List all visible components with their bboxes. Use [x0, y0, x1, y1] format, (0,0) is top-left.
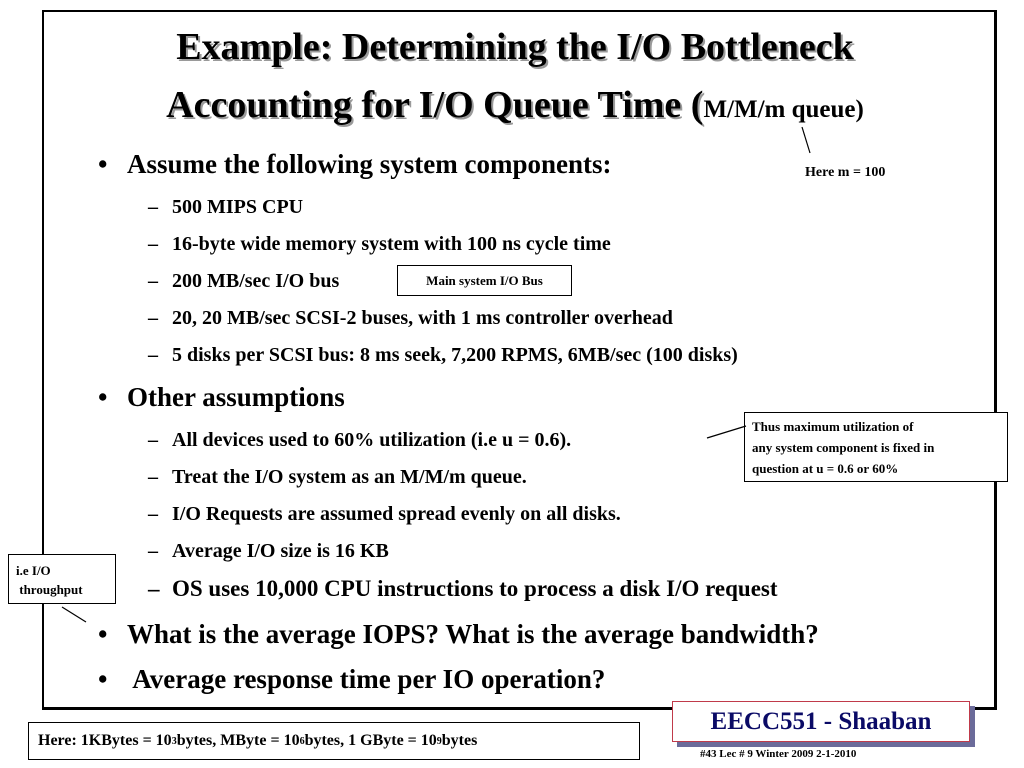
dash: – — [148, 270, 158, 292]
sub-item-text: 16-byte wide memory system with 100 ns cycle time — [172, 233, 611, 255]
connector-throughput — [62, 607, 86, 622]
connector-here-m — [802, 127, 810, 153]
bullet-marker: • — [98, 382, 108, 412]
units-definition-box — [28, 722, 640, 760]
sub-item-text: All devices used to 60% utilization (i.e u = 0.6). — [172, 429, 572, 451]
dash: – — [148, 540, 158, 562]
slide-title-line-1: Example: Determining the I/O Bottleneck — [176, 26, 854, 68]
dash: – — [148, 233, 158, 255]
dash: – — [148, 503, 158, 525]
units-text: Here: 1KBytes = 10 — [38, 732, 172, 749]
title-main: Accounting for I/O Queue Time ( — [166, 84, 704, 126]
callout-line: Thus maximum utilization of — [752, 419, 914, 434]
dash: – — [148, 576, 160, 601]
bullet-text: What is the average IOPS? What is the average bandwidth? — [127, 619, 819, 649]
dash: – — [148, 429, 158, 451]
sub-item-text: Treat the I/O system as an M/M/m queue. — [172, 466, 527, 488]
dash: – — [148, 307, 158, 329]
bullet-marker: • — [98, 664, 108, 694]
units-text: bytes, 1 GByte = 10 — [304, 732, 437, 749]
sub-item-text: 200 MB/sec I/O bus — [172, 270, 340, 292]
units-text: bytes, MByte = 10 — [176, 732, 300, 749]
sub-item-text: I/O Requests are assumed spread evenly on all disks. — [172, 503, 621, 525]
callout-line: question at u = 0.6 or 60% — [752, 461, 899, 476]
callout-line: any system component is fixed in — [752, 440, 935, 455]
title-queue-type: M/M/m queue) — [703, 96, 864, 123]
slide-footer: #43 Lec # 9 Winter 2009 2-1-2010 — [700, 748, 857, 760]
sub-item-text: 500 MIPS CPU — [172, 196, 304, 218]
course-label: EECC551 - Shaaban — [672, 701, 970, 742]
bullet-marker: • — [98, 619, 108, 649]
sub-item-text: 20, 20 MB/sec SCSI-2 buses, with 1 ms controller overhead — [172, 307, 673, 329]
units-exponent: 3 — [171, 735, 177, 747]
sub-item-text: OS uses 10,000 CPU instructions to process a disk I/O request — [172, 576, 778, 601]
sub-item-text: Average I/O size is 16 KB — [172, 540, 389, 562]
callout-line: throughput — [16, 582, 83, 597]
units-exponent: 9 — [436, 735, 442, 747]
dash: – — [148, 344, 158, 366]
here-m-note: Here m = 100 — [805, 165, 886, 180]
connector-utilization — [707, 426, 746, 438]
bullet-marker: • — [98, 149, 108, 179]
units-exponent: 6 — [299, 735, 305, 747]
dash: – — [148, 196, 158, 218]
callout-line: i.e I/O — [16, 563, 51, 578]
bullet-text: Other assumptions — [127, 382, 345, 412]
bullet-text: Average response time per IO operation? — [127, 664, 606, 694]
dash: – — [148, 466, 158, 488]
bullet-text: Assume the following system components: — [127, 149, 612, 179]
units-text: bytes — [441, 732, 478, 749]
callout-main-io-bus: Main system I/O Bus — [397, 265, 572, 296]
sub-item-text: 5 disks per SCSI bus: 8 ms seek, 7,200 RPMS, 6MB/sec (100 disks) — [172, 344, 738, 366]
